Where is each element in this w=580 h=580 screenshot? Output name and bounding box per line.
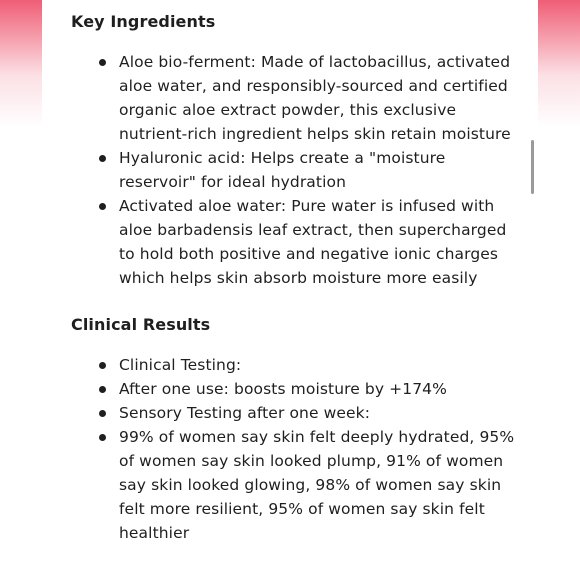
clinical-result-text: After one use: boosts moisture by +174% [119, 380, 447, 398]
list-item [71, 425, 521, 545]
bullet-icon [99, 434, 106, 441]
clinical-results-heading: Clinical Results [71, 315, 211, 334]
left-background-edge [0, 0, 42, 580]
bullet-icon [99, 362, 106, 369]
clinical-result-text: 99% of women say skin felt deeply hydrated, 95% of women say skin looked plump, 91% of women say skin looked glowing, 98% of women say skin felt more resilient, 95% of women say skin felt healthier [119, 428, 515, 542]
clinical-results-list [71, 353, 521, 545]
bullet-icon [99, 59, 106, 66]
bullet-icon [99, 155, 106, 162]
product-details-panel[interactable] [42, 0, 538, 580]
ingredient-text: Activated aloe water: Pure water is infused with aloe barbadensis leaf extract, then supercharged to hold both positive and negative ionic charges which helps skin absorb moisture more easily [119, 197, 507, 287]
list-item [71, 50, 521, 146]
bullet-icon [99, 386, 106, 393]
bullet-icon [99, 203, 106, 210]
clinical-result-text: Clinical Testing: [119, 356, 242, 374]
list-item [71, 377, 521, 401]
bullet-icon [99, 410, 106, 417]
key-ingredients-heading: Key Ingredients [71, 12, 216, 31]
ingredient-text: Hyaluronic acid: Helps create a "moisture reservoir" for ideal hydration [119, 149, 446, 191]
right-background-edge [538, 0, 580, 580]
key-ingredients-list [71, 50, 521, 290]
clinical-result-text: Sensory Testing after one week: [119, 404, 371, 422]
list-item [71, 194, 521, 290]
list-item [71, 401, 521, 425]
list-item [71, 146, 521, 194]
ingredient-text: Aloe bio-ferment: Made of lactobacillus, activated aloe water, and responsibly-sourced and certified organic aloe extract powder, this exclusive nutrient-rich ingredient helps skin retain moisture [119, 53, 511, 143]
scrollbar-thumb[interactable] [531, 140, 534, 194]
product-details-content [71, 10, 521, 545]
list-item [71, 353, 521, 377]
